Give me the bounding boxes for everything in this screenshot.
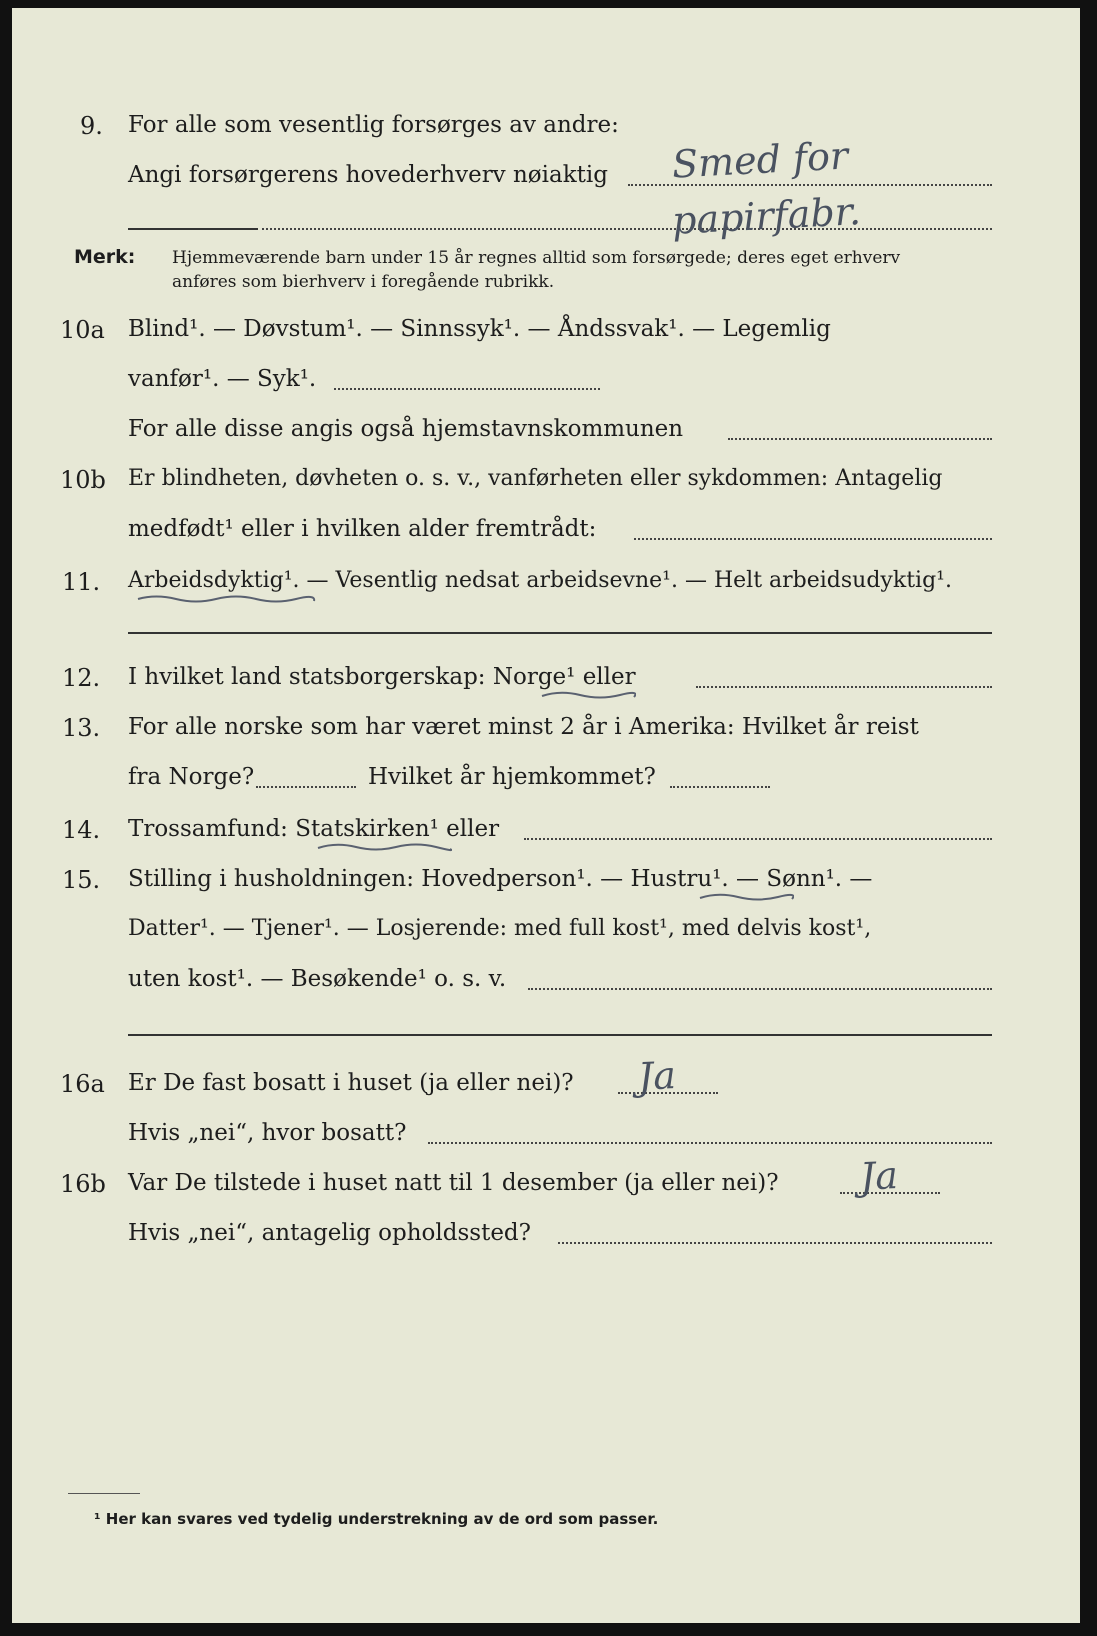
question-text: I hvilket land statsborgerskap: Norge¹ eller: [128, 664, 636, 690]
question-10a-line3: [12, 416, 1080, 456]
answer-line[interactable]: [524, 838, 992, 840]
answer-line[interactable]: [634, 538, 992, 540]
answer-line[interactable]: [128, 632, 992, 634]
question-text: Var De tilstede i huset natt til 1 desember (ja eller nei)?: [128, 1170, 779, 1196]
question-text: fra Norge?: [128, 764, 255, 790]
question-text: Er De fast bosatt i huset (ja eller nei)?: [128, 1070, 574, 1096]
underline-mark: [316, 842, 452, 852]
answer-line[interactable]: [128, 1034, 992, 1036]
question-16a: [12, 1070, 1080, 1110]
question-16b: [12, 1170, 1080, 1210]
question-16b-line2: [12, 1220, 1080, 1260]
census-form-page: [12, 8, 1080, 1623]
question-10a: [12, 316, 1080, 356]
question-text: Hvis „nei“, antagelig opholdssted?: [128, 1220, 531, 1246]
question-number: 13.: [62, 714, 101, 742]
question-10a-line2: [12, 366, 1080, 406]
underline-mark: [540, 690, 636, 700]
underline-mark: [136, 594, 316, 604]
question-15: [12, 866, 1080, 906]
question-text: Hvilket år hjemkommet?: [368, 764, 656, 790]
answer-line[interactable]: [256, 786, 356, 788]
handwritten-answer: Ja: [636, 1053, 678, 1099]
question-number: 11.: [62, 568, 101, 596]
question-number: 16a: [60, 1070, 105, 1098]
footnote-divider: [68, 1493, 140, 1494]
question-15-line2: [12, 916, 1080, 956]
footnote: ¹ Her kan svares ved tydelig understrekning av de ord som passer.: [94, 1510, 659, 1528]
question-text: Er blindheten, døvheten o. s. v., vanførheten eller sykdommen: Antagelig: [128, 466, 943, 491]
question-15-line3: [12, 966, 1080, 1006]
handwritten-answer: Smed for: [670, 133, 850, 187]
question-text: vanfør¹. — Syk¹.: [128, 366, 317, 392]
question-number: 10a: [60, 316, 105, 344]
question-number: 16b: [60, 1170, 106, 1198]
question-text: Arbeidsdyktig¹. — Vesentlig nedsat arbeidsevne¹. — Helt arbeidsudyktig¹.: [128, 568, 952, 593]
note-text: Hjemmeværende barn under 15 år regnes alltid som forsørgede; deres eget erhverv: [172, 248, 901, 268]
note-text: anføres som bierhverv i foregående rubrikk.: [172, 272, 555, 292]
question-text: Datter¹. — Tjener¹. — Losjerende: med full kost¹, med delvis kost¹,: [128, 916, 872, 941]
question-text: Angi forsørgerens hovederhverv nøiaktig: [128, 162, 608, 188]
answer-line[interactable]: [728, 438, 992, 440]
answer-line[interactable]: [334, 388, 600, 390]
answer-line[interactable]: [528, 988, 992, 990]
handwritten-answer: papirfabr.: [670, 189, 862, 243]
underline-mark: [698, 892, 794, 902]
question-13: [12, 714, 1080, 754]
question-text: Hvis „nei“, hvor bosatt?: [128, 1120, 407, 1146]
answer-line[interactable]: [262, 228, 992, 230]
question-number: 10b: [60, 466, 106, 494]
question-text: For alle som vesentlig forsørges av andre:: [128, 112, 619, 138]
question-text: Stilling i husholdningen: Hovedperson¹. — Hustru¹. — Sønn¹. —: [128, 866, 873, 892]
question-13-line2: [12, 764, 1080, 804]
question-number: 9.: [80, 112, 103, 140]
question-text: For alle norske som har været minst 2 år i Amerika: Hvilket år reist: [128, 714, 919, 740]
question-14: [12, 816, 1080, 856]
answer-line[interactable]: [428, 1142, 992, 1144]
answer-line[interactable]: [670, 786, 770, 788]
question-16a-line2: [12, 1120, 1080, 1160]
question-number: 15.: [62, 866, 101, 894]
question-text: uten kost¹. — Besøkende¹ o. s. v.: [128, 966, 507, 992]
question-10b: [12, 466, 1080, 506]
question-text: Trossamfund: Statskirken¹ eller: [128, 816, 500, 842]
question-number: 12.: [62, 664, 101, 692]
answer-line[interactable]: [558, 1242, 992, 1244]
answer-line[interactable]: [696, 686, 992, 688]
note-label: Merk:: [74, 246, 136, 268]
question-text: For alle disse angis også hjemstavnskommunen: [128, 416, 684, 442]
question-text: Blind¹. — Døvstum¹. — Sinnssyk¹. — Åndssvak¹. — Legemlig: [128, 316, 831, 342]
question-text: medfødt¹ eller i hvilken alder fremtrådt:: [128, 516, 597, 542]
question-9-line2: [12, 162, 1080, 202]
answer-line[interactable]: [128, 228, 258, 230]
handwritten-answer: Ja: [858, 1153, 900, 1199]
question-number: 14.: [62, 816, 101, 844]
question-9: [12, 112, 1080, 152]
question-10b-line2: [12, 516, 1080, 556]
